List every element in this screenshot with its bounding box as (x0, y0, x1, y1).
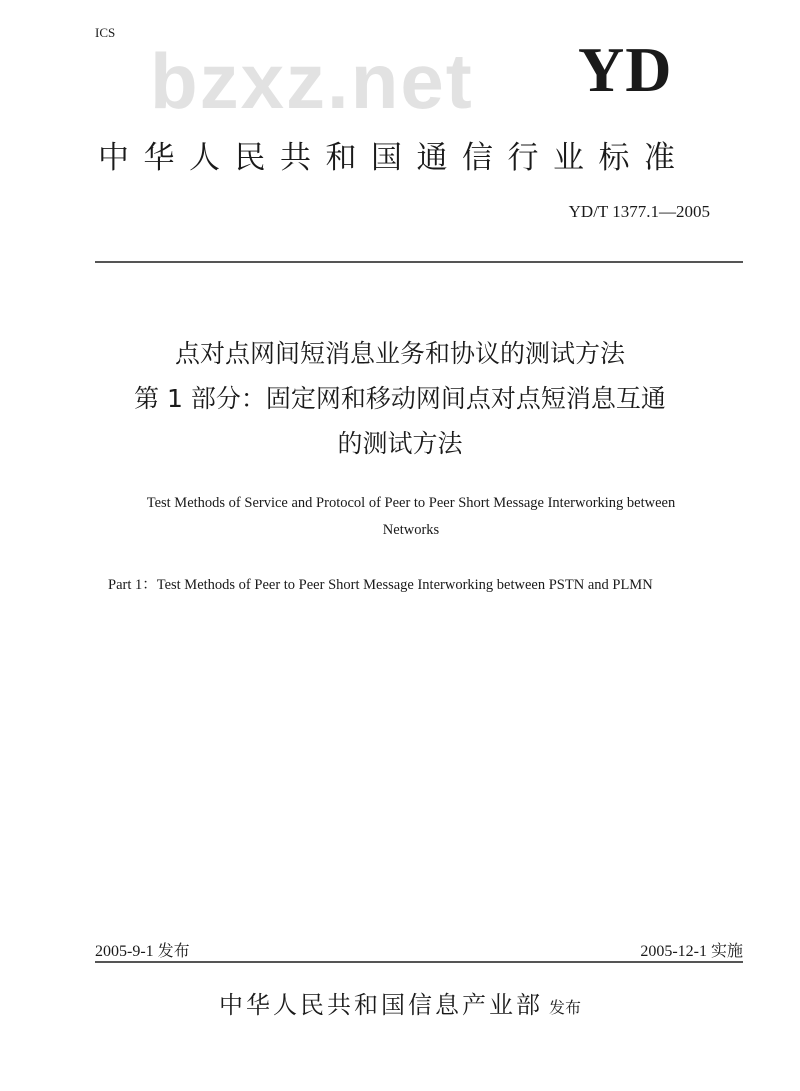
publisher-action: 发布 (548, 998, 581, 1017)
implement-date: 2005-12-1 实施 (640, 943, 743, 960)
divider-bottom (95, 961, 743, 963)
cn-title-line: 的测试方法 (337, 429, 463, 458)
publisher-name: 中华人民共和国信息产业部 (218, 991, 543, 1019)
yd-logo: YD (578, 34, 673, 105)
cn-title-line: 第 1 部分：固定网和移动网间点对点短消息互通 (134, 384, 666, 413)
publisher (0, 985, 800, 1020)
cn-title-line: 点对点网间短消息业务和协议的测试方法 (174, 339, 625, 368)
en-title-line: Test Methods of Service and Protocol of Peer to Peer Short Message Interworking between (146, 495, 676, 511)
divider-top (95, 261, 743, 263)
en-title-line: Networks (382, 522, 440, 538)
standard-code: YD/T 1377.1—2005 (568, 202, 710, 221)
standard-type-heading: 中华人民共和国通信行业标准 (98, 140, 690, 176)
publish-date: 2005-9-1 发布 (95, 943, 190, 960)
en-part-title: Part 1：Test Methods of Peer to Peer Short Message Interworking between PSTN and PLMN (108, 577, 653, 593)
ics-label: ICS (95, 25, 116, 40)
watermark: bzxz.net (150, 37, 474, 125)
